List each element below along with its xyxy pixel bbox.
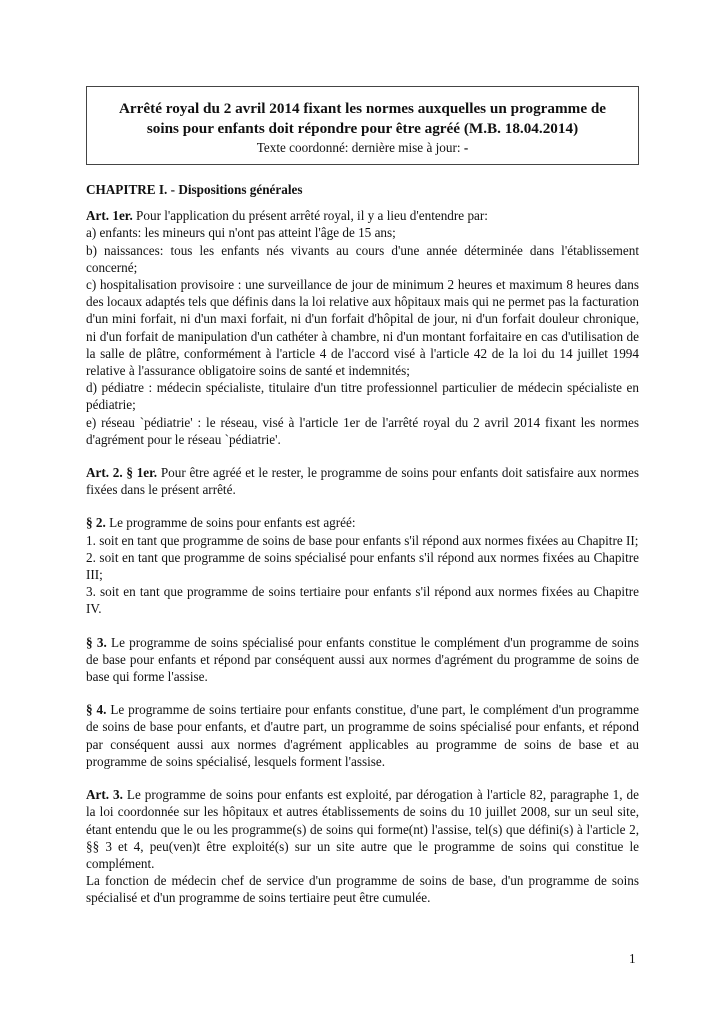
article-2-para-1 bbox=[86, 464, 639, 498]
section-3-label: § 3. bbox=[86, 634, 107, 650]
article-1-intro bbox=[86, 207, 639, 224]
section-3-text: Le programme de soins spécialisé pour enfants constitue le complément d'un programme de soins de base pour enfants et répond par conséquent aussi aux normes d'agrément du programme de soins de base qui forme l'assise. bbox=[86, 634, 640, 685]
title-box bbox=[86, 86, 639, 165]
chapter-heading: CHAPITRE I. - Dispositions générales bbox=[86, 182, 303, 197]
article-1-item-d: d) pédiatre : médecin spécialiste, titulaire d'un titre professionnel particulier de médecin spécialiste en pédiatrie; bbox=[86, 380, 639, 413]
document-subtitle bbox=[95, 140, 630, 156]
article-3-para-1 bbox=[86, 786, 639, 872]
section-2-item-1: 1. soit en tant que programme de soins de base pour enfants s'il répond aux normes fixées au Chapitre II; bbox=[86, 532, 639, 548]
article-2-label: Art. 2. § 1er. bbox=[86, 465, 158, 481]
section-4-text: Le programme de soins tertiaire pour enfants constitue, d'une part, le complément d'un programme de soins de base pour enfants, et d'autre part, un programme de soins spécialisé pour enfants, et répond par conséquent aussi aux normes d'agrément applicables au programme de soins de base et au programme de soins spécialisé, lesquels forment l'assise. bbox=[86, 702, 640, 769]
subtitle-text: Texte coordonné: dernière mise à jour: bbox=[256, 140, 464, 155]
document-title bbox=[95, 99, 630, 139]
article-2-para-1-text: Pour être agréé et le rester, le programme de soins pour enfants doit satisfaire aux normes fixées dans le présent arrêté. bbox=[86, 465, 639, 498]
section-2-item-2: 2. soit en tant que programme de soins spécialisé pour enfants s'il répond aux normes fixées au Chapitre III; bbox=[86, 549, 639, 583]
section-2-label: § 2. bbox=[86, 515, 106, 531]
article-1-label: Art. 1er. bbox=[86, 208, 133, 224]
section-2-intro-text: Le programme de soins pour enfants est agréé: bbox=[105, 515, 356, 531]
section-4-label: § 4. bbox=[86, 702, 107, 718]
document-page bbox=[86, 86, 639, 907]
article-3-para-1-text: Le programme de soins pour enfants est exploité, par dérogation à l'article 82, paragraphe 1, de la loi coordonnée sur les hôpitaux et autres établissements de soins du 10 juillet 2008, sur un seul site, étant entendu que le ou les programme(s) de soins qui forme(nt) l'assise, tel(s) que défini(s) à l'article 2, §§ 3 et 4, peu(ven)t être exploité(s) sur un site autre que le programme de soins qui constitue le complément. bbox=[86, 787, 639, 871]
update-value: - bbox=[463, 140, 469, 155]
article-2-section-4 bbox=[86, 701, 639, 770]
title-line-2: soins pour enfants doit répondre pour être agréé (M.B. 18.04.2014) bbox=[146, 120, 579, 137]
article-1-item-a: a) enfants: les mineurs qui n'ont pas atteint l'âge de 15 ans; bbox=[86, 225, 396, 241]
article-1-item-b: b) naissances: tous les enfants nés vivants au cours d'une année déterminée dans l'établissement concerné; bbox=[86, 242, 639, 275]
article-1-item-e: e) réseau `pédiatrie' : le réseau, visé à l'article 1er de l'arrêté royal du 2 avril 2014 fixant les normes d'agrément pour le réseau `pédiatrie'. bbox=[86, 414, 639, 447]
article-3-label: Art. 3. bbox=[86, 787, 123, 803]
title-line-1: Arrêté royal du 2 avril 2014 fixant les normes auxquelles un programme de bbox=[118, 100, 607, 117]
section-2-item-3: 3. soit en tant que programme de soins tertiaire pour enfants s'il répond aux normes fixées au Chapitre IV. bbox=[86, 584, 639, 617]
article-2-section-2-intro bbox=[86, 514, 639, 531]
article-3-para-2: La fonction de médecin chef de service d'un programme de soins de base, d'un programme de soins spécialisé et d'un programme de soins tertiaire peut être cumulée. bbox=[86, 873, 639, 906]
page-number: 1 bbox=[629, 951, 636, 966]
article-1-item-c: c) hospitalisation provisoire : une surveillance de jour de minimum 2 heures et maximum 8 heures dans des locaux adaptés tels que définis dans la loi relative aux hôpitaux mais qui ne permet pas la facturation d'un mini forfait, ni d'un maxi forfait, ni d'un forfait d'hôpital de jour, ni d'un forfait douleur chronique, ni d'un forfait de manipulation d'un cathéter à chambre, ni d'un montant forfaitaire en cas d'utilisation de la salle de plâtre, conformément à l'article 4 de l'accord visé à l'article 42 de la loi du 14 juillet 1994 relative à l'assurance obligatoire soins de santé et indemnités; bbox=[86, 277, 639, 379]
article-1-intro-text: Pour l'application du présent arrêté royal, il y a lieu d'entendre par: bbox=[132, 208, 488, 224]
article-2-section-3 bbox=[86, 634, 639, 686]
